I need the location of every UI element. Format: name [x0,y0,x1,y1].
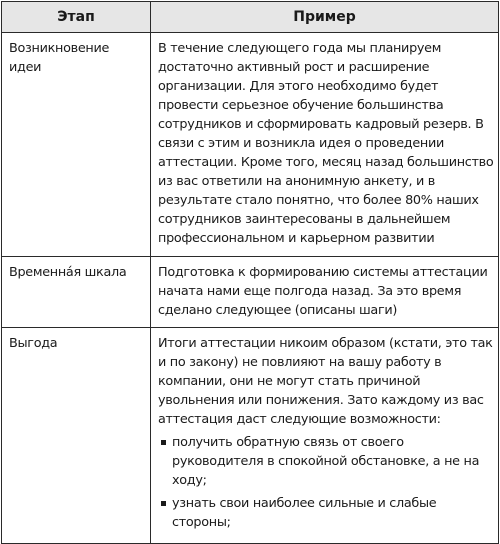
column-header-stage: Этап [2,2,151,33]
example-text: Итоги аттестации никоим образом (кстати, это так и по закону) не повлияют на вашу работу в компании, они не могут стать причиной увольнения или понижения. Зато каждому из вас аттестация даст следующие возможности: [158,336,493,427]
table-row [2,328,499,544]
example-cell [151,328,499,544]
stage-cell: Выгода [2,328,151,544]
benefits-list [158,433,494,532]
table-header-row [2,2,499,33]
list-item: узнать свои наиболее сильные и слабые стороны; [158,494,494,532]
list-item: получить обратную связь от своего руководителя в спокойной обстановке, а не на ходу; [158,433,494,490]
stage-cell: Возникновение идеи [2,33,151,257]
column-header-example: Пример [151,2,499,33]
stage-cell: Временнáя шкала [2,257,151,328]
example-cell: Подготовка к формированию системы аттестации начата нами еще полгода назад. За это время сделано следующее (описаны шаги) [151,257,499,328]
example-cell: В течение следующего года мы планируем достаточно активный рост и расширение организации. Для этого необходимо будет провести серьезное обучение большинства сотрудников и сформировать кадровый резерв. В связи с этим и возникла идея о проведении аттестации. Кроме того, месяц назад большинство из вас ответили на анонимную анкету, и в результате стало понятно, что более 80% наших сотрудников заинтересованы в дальнейшем профессиональном и карьерном развитии [151,33,499,257]
table-row [2,33,499,257]
stages-table [1,1,499,544]
table-row [2,257,499,328]
